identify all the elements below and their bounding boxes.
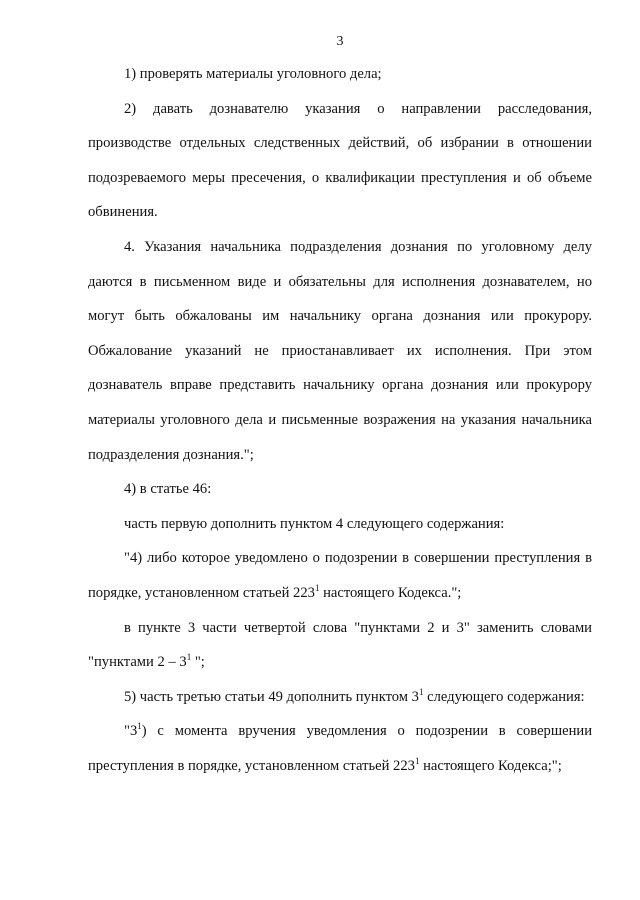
paragraph-point-3-1 [88, 714, 592, 783]
paragraph-text: "4) либо которое уведомлено о подозрении в совершении преступления в порядке, установленном статьей 223 [88, 550, 592, 601]
paragraph-section-4: 4. Указания начальника подразделения дознания по уголовному делу даются в письменном виде и обязательны для исполнения дознавателем, но могут быть обжалованы им начальнику органа дознания или прокурору. Обжалование указаний не приостанавливает их исполнения. При этом дознаватель вправе представить начальнику органа дознания или прокурору материалы уголовного дела и письменные возражения на указания начальника подразделения дознания."; [88, 238, 592, 463]
superscript: 1 [418, 686, 424, 697]
paragraph-text: "; [191, 654, 205, 671]
paragraph-text: настоящего Кодекса;"; [419, 757, 562, 774]
superscript: 1 [137, 721, 142, 732]
paragraph-article-49 [88, 680, 592, 715]
paragraph-item-2: 2) давать дознавателю указания о направлении расследования, производстве отдельных следственных действий, об избрании в отношении подозреваемого меры пресечения, о квалификации преступления и об объеме обвинения. [88, 100, 592, 221]
document-body [88, 57, 592, 783]
paragraph-item-1: 1) проверять материалы уголовного дела; [124, 66, 382, 82]
paragraph-point-3-replacement [88, 611, 592, 680]
paragraph-part-one: часть первую дополнить пунктом 4 следующего содержания: [124, 515, 505, 532]
paragraph-text: "3 [124, 723, 138, 740]
superscript: 1 [414, 755, 420, 766]
superscript: 1 [314, 582, 320, 593]
paragraph-text: следующего содержания: [423, 688, 585, 705]
superscript: 1 [186, 652, 192, 663]
paragraph-point-4 [88, 541, 592, 610]
page-number: 3 [336, 34, 344, 49]
paragraph-text: ) с момента вручения уведомления о подозрении в совершении преступления в порядке, установленном статьей 223 [88, 723, 592, 774]
paragraph-text: в пункте 3 части четвертой слова "пунктами 2 и 3" заменить словами "пунктами 2 – 3 [88, 619, 592, 671]
paragraph-text: 5) часть третью статьи 49 дополнить пунктом 3 [124, 688, 419, 705]
paragraph-text: настоящего Кодекса."; [319, 584, 462, 601]
paragraph-article-46: 4) в статье 46: [124, 481, 212, 498]
